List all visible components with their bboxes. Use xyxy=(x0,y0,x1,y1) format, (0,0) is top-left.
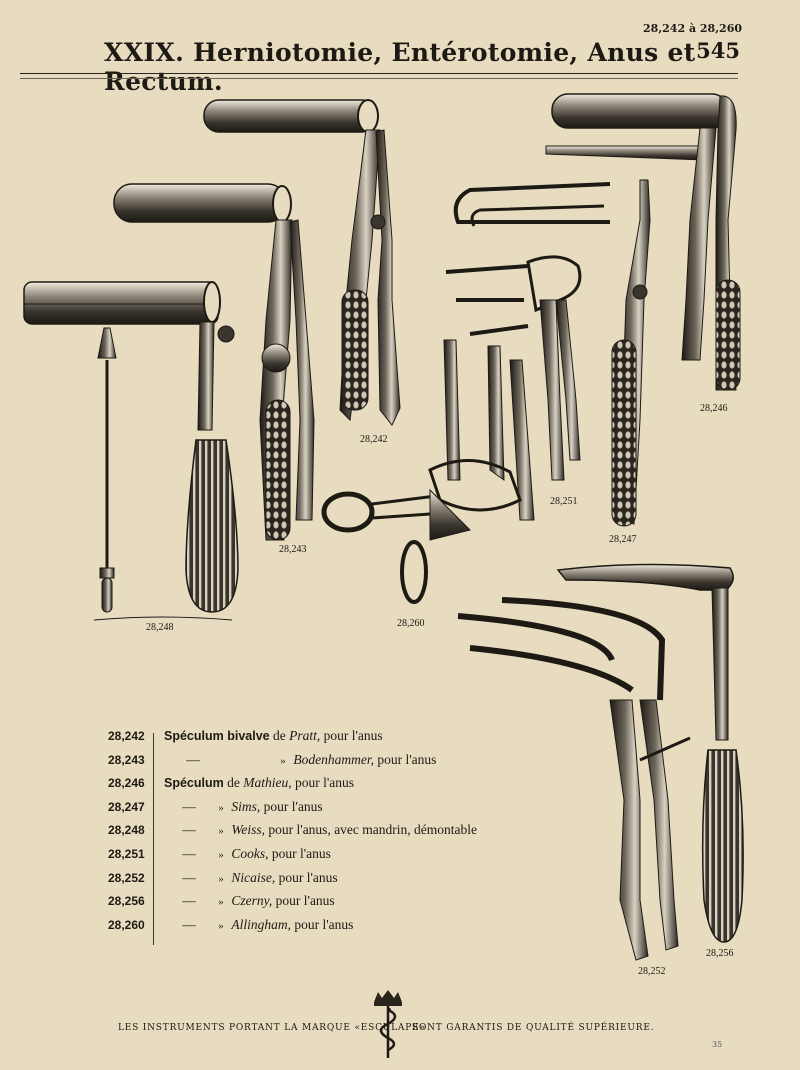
item-number: 28,247 xyxy=(108,799,145,814)
figure-label-28246: 28,246 xyxy=(700,403,728,414)
item-description: — » Bodenhammer, pour l'anus xyxy=(186,751,437,767)
figure-label-28252: 28,252 xyxy=(638,966,666,977)
catalog-row xyxy=(100,728,580,752)
item-description: Spéculum de Mathieu, pour l'anus xyxy=(164,775,355,791)
figure-label-28242: 28,242 xyxy=(360,434,388,445)
catalog-row xyxy=(100,752,580,776)
catalog-row xyxy=(100,822,580,846)
catalog-row xyxy=(100,917,580,941)
folio-number: 35 xyxy=(712,1040,723,1049)
item-number: 28,252 xyxy=(108,870,145,885)
figure-label-28248: 28,248 xyxy=(146,622,174,633)
item-description: — » Sims, pour l'anus xyxy=(182,798,323,814)
footer-text-left: LES INSTRUMENTS PORTANT LA MARQUE «ESCULAPE» xyxy=(118,1023,426,1033)
item-description: — » Cooks, pour l'anus xyxy=(182,845,331,861)
figure-label-28247: 28,247 xyxy=(609,534,637,545)
figure-label-28260: 28,260 xyxy=(397,618,425,629)
item-number: 28,260 xyxy=(108,917,145,932)
item-description: — » Nicaise, pour l'anus xyxy=(182,869,338,885)
item-description: — » Allingham, pour l'anus xyxy=(182,916,354,932)
catalog-row xyxy=(100,799,580,823)
esculape-emblem-icon xyxy=(368,988,408,1060)
figure-label-28243: 28,243 xyxy=(279,544,307,555)
page-number: 545 xyxy=(696,38,740,63)
item-number: 28,246 xyxy=(108,776,145,791)
item-description: Spéculum bivalve de Pratt, pour l'anus xyxy=(164,728,383,743)
header-rule xyxy=(20,73,738,74)
catalog-row xyxy=(100,775,580,799)
item-description: — » Weiss, pour l'anus, avec mandrin, démontable xyxy=(182,822,478,838)
item-number: 28,256 xyxy=(108,894,145,909)
figure-label-28251: 28,251 xyxy=(550,496,578,507)
item-number: 28,242 xyxy=(108,729,145,743)
catalog-row xyxy=(100,870,580,894)
header-rule-thin xyxy=(20,78,738,79)
page-title: XXIX. Herniotomie, Entérotomie, Anus et Rectum. xyxy=(104,38,696,96)
item-number: 28,243 xyxy=(108,752,145,767)
figure-label-28256: 28,256 xyxy=(706,948,734,959)
catalog-list xyxy=(100,728,580,940)
item-number: 28,248 xyxy=(108,823,145,838)
item-description: — » Czerny, pour l'anus xyxy=(182,893,335,909)
catalog-row xyxy=(100,846,580,870)
footer-text-right: SONT GARANTIS DE QUALITÉ SUPÉRIEURE. xyxy=(412,1023,655,1033)
instrument-28248 xyxy=(24,282,238,620)
catalog-row xyxy=(100,893,580,917)
item-range: 28,242 à 28,260 xyxy=(643,22,742,35)
item-number: 28,251 xyxy=(108,846,145,861)
